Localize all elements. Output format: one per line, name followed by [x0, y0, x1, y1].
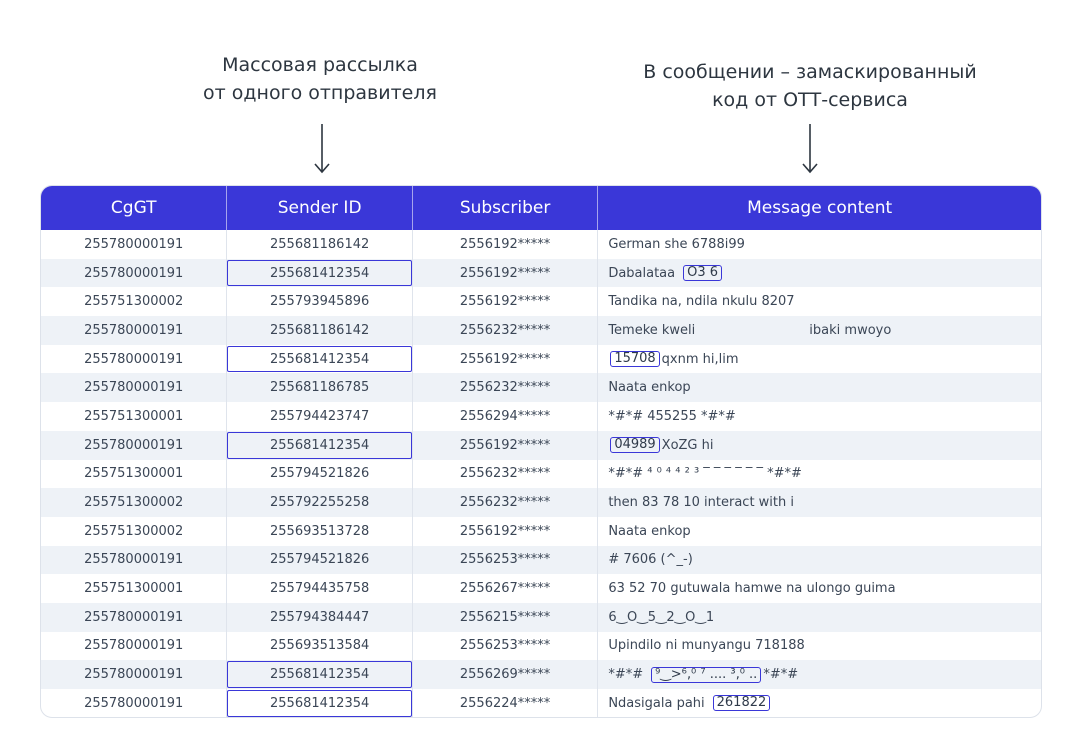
annotation-left-line1: Массовая рассылка [222, 54, 418, 76]
cggt-cell-text: 255780000191 [84, 380, 184, 396]
message-cell [598, 632, 1041, 661]
message-cell [598, 259, 1041, 288]
message-cell [598, 287, 1041, 316]
header-sender-id: Sender ID [227, 186, 412, 230]
cggt-cell-text: 255780000191 [84, 265, 184, 281]
sender-id-cell-text: 255792255258 [270, 495, 370, 511]
cggt-cell-text: 255780000191 [84, 667, 184, 683]
annotation-masked-code [590, 58, 1030, 114]
sender-id-cell [227, 689, 412, 718]
subscriber-cell-text: 2556253***** [459, 552, 551, 568]
annotation-left-line2: от одного отправителя [203, 82, 437, 104]
sender-id-cell [227, 230, 412, 259]
cggt-cell [41, 373, 227, 402]
sender-id-cell-text: 255681412354 [270, 437, 370, 453]
sender-id-cell-text: 255681412354 [270, 351, 370, 367]
sender-id-cell-text: 255681186785 [270, 380, 370, 396]
sender-id-cell [227, 517, 412, 546]
message-text: 6‿O‿5‿2‿O‿1 [608, 609, 715, 625]
table-row [41, 517, 1041, 546]
message-cell [598, 574, 1041, 603]
subscriber-cell-text: 2556232***** [459, 466, 551, 482]
subscriber-cell [413, 632, 598, 661]
annotation-right-line2: код от ОТТ-сервиса [712, 89, 908, 111]
cggt-cell [41, 402, 227, 431]
sender-id-cell-text: 255794384447 [270, 609, 370, 625]
sender-id-cell-text: 255794521826 [270, 466, 370, 482]
sender-id-cell-text: 255793945896 [270, 294, 370, 310]
subscriber-cell [413, 603, 598, 632]
subscriber-cell-text: 2556232***** [459, 380, 551, 396]
message-text: Upindilo ni munyangu 718188 [608, 638, 805, 654]
subscriber-cell [413, 546, 598, 575]
subscriber-cell [413, 689, 598, 718]
message-text-suffix: ibaki mwoyo [809, 322, 892, 338]
message-text: Naata enkop [608, 380, 691, 396]
cggt-cell [41, 632, 227, 661]
subscriber-cell-text: 2556294***** [459, 408, 551, 424]
sender-id-cell [227, 660, 412, 689]
sender-id-cell [227, 546, 412, 575]
sender-id-cell-text: 255681412354 [270, 667, 370, 683]
subscriber-cell [413, 460, 598, 489]
table-row [41, 316, 1041, 345]
sender-id-cell [227, 431, 412, 460]
sender-id-cell-text: 255693513728 [270, 523, 370, 539]
sender-id-cell-text: 255794435758 [270, 581, 370, 597]
message-text: Temeke kweli [608, 322, 696, 338]
cggt-cell-text: 255780000191 [84, 609, 184, 625]
cggt-cell [41, 546, 227, 575]
sender-id-cell [227, 287, 412, 316]
message-cell [598, 345, 1041, 374]
cggt-cell [41, 287, 227, 316]
message-text: then 83 78 10 interact with i [608, 495, 795, 511]
subscriber-cell [413, 517, 598, 546]
message-text-suffix: *#*# [763, 667, 799, 683]
cggt-cell [41, 259, 227, 288]
cggt-cell [41, 689, 227, 718]
sender-id-cell [227, 316, 412, 345]
subscriber-cell-text: 2556253***** [459, 638, 551, 654]
message-cell [598, 460, 1041, 489]
cggt-cell-text: 255780000191 [84, 552, 184, 568]
message-cell [598, 402, 1041, 431]
masked-code: 15708 [610, 351, 659, 367]
message-text-suffix: XoZG hi [661, 437, 714, 453]
subscriber-cell-text: 2556192***** [459, 265, 551, 281]
header-message-content: Message content [747, 198, 893, 218]
table-row [41, 230, 1041, 259]
subscriber-cell-text: 2556224***** [459, 695, 551, 711]
cggt-cell [41, 488, 227, 517]
message-text: Dabalataa [608, 265, 676, 281]
message-text: Naata enkop [608, 523, 691, 539]
cggt-cell [41, 230, 227, 259]
sender-id-cell-text: 255681412354 [270, 265, 370, 281]
message-text: *#*# ⁴ ⁰ ⁴ ⁴ ² ³ ‾ ‾ ‾ ‾ ‾ ‾ *#*# [608, 466, 802, 482]
subscriber-cell [413, 287, 598, 316]
message-text: # 7606 (^_-) [608, 552, 693, 568]
sms-traffic-table [40, 185, 1042, 718]
cggt-cell [41, 316, 227, 345]
masked-code: 261822 [713, 695, 771, 711]
masked-code: O3 6 [683, 265, 722, 281]
table-row [41, 259, 1041, 288]
table-row [41, 546, 1041, 575]
annotation-right-line1: В сообщении – замаскированный [643, 61, 977, 83]
subscriber-cell-text: 2556215***** [459, 609, 551, 625]
header-cggt: CgGT [41, 186, 227, 230]
table-row [41, 345, 1041, 374]
table-row [41, 287, 1041, 316]
message-text: Tandika na, ndila nkulu 8207 [608, 294, 795, 310]
subscriber-cell [413, 402, 598, 431]
message-cell [598, 230, 1041, 259]
table-row [41, 373, 1041, 402]
sender-id-cell [227, 259, 412, 288]
sender-id-cell [227, 373, 412, 402]
cggt-cell-text: 255751300001 [84, 408, 184, 424]
subscriber-cell [413, 431, 598, 460]
subscriber-cell [413, 259, 598, 288]
cggt-cell-text: 255780000191 [84, 322, 184, 338]
subscriber-cell-text: 2556192***** [459, 351, 551, 367]
cggt-cell-text: 255780000191 [84, 236, 184, 252]
sender-id-cell-text: 255794521826 [270, 552, 370, 568]
cggt-cell [41, 660, 227, 689]
subscriber-cell [413, 345, 598, 374]
table-row [41, 574, 1041, 603]
subscriber-cell-text: 2556192***** [459, 437, 551, 453]
message-text: German she 6788i99 [608, 236, 745, 252]
message-cell [598, 431, 1041, 460]
cggt-cell [41, 460, 227, 489]
subscriber-cell-text: 2556192***** [459, 236, 551, 252]
cggt-cell [41, 517, 227, 546]
sender-id-cell-text: 255681186142 [270, 236, 370, 252]
table-header [41, 186, 1041, 230]
masked-code: ⁹‿>⁶‚⁰ ⁷ .... ³‚⁰ .. [651, 667, 761, 683]
subscriber-cell [413, 660, 598, 689]
cggt-cell-text: 255780000191 [84, 437, 184, 453]
table-row [41, 488, 1041, 517]
subscriber-cell-text: 2556192***** [459, 294, 551, 310]
cggt-cell [41, 603, 227, 632]
arrow-down-icon [800, 124, 820, 176]
masked-code: 04989 [610, 437, 659, 453]
cggt-cell-text: 255751300002 [84, 495, 184, 511]
message-cell [598, 316, 1041, 345]
cggt-cell-text: 255780000191 [84, 695, 184, 711]
sender-id-cell [227, 345, 412, 374]
message-text: *#*# [608, 667, 644, 683]
sender-id-cell [227, 460, 412, 489]
cggt-cell-text: 255751300002 [84, 294, 184, 310]
sender-id-cell [227, 574, 412, 603]
cggt-cell-text: 255751300001 [84, 581, 184, 597]
cggt-cell [41, 431, 227, 460]
message-cell [598, 517, 1041, 546]
message-text: *#*# 455255 *#*# [608, 408, 736, 424]
subscriber-cell [413, 316, 598, 345]
message-text: 63 52 70 gutuwala hamwe na ulongo guima [608, 581, 896, 597]
subscriber-cell [413, 574, 598, 603]
cggt-cell-text: 255751300001 [84, 466, 184, 482]
sender-id-cell [227, 632, 412, 661]
cggt-cell-text: 255751300002 [84, 523, 184, 539]
sender-id-cell-text: 255681186142 [270, 322, 370, 338]
subscriber-cell [413, 373, 598, 402]
message-text-suffix: qxnm hi,lim [661, 351, 739, 367]
sender-id-cell [227, 603, 412, 632]
table-row [41, 460, 1041, 489]
table-row [41, 632, 1041, 661]
sender-id-cell [227, 402, 412, 431]
table-body [41, 230, 1041, 718]
subscriber-cell [413, 230, 598, 259]
table-row [41, 660, 1041, 689]
message-cell [598, 546, 1041, 575]
subscriber-cell-text: 2556232***** [459, 495, 551, 511]
message-cell [598, 603, 1041, 632]
cggt-cell-text: 255780000191 [84, 638, 184, 654]
cggt-cell [41, 574, 227, 603]
header-subscriber: Subscriber [413, 186, 598, 230]
sender-id-cell-text: 255693513584 [270, 638, 370, 654]
annotation-mass-mailing [170, 51, 470, 107]
cggt-cell [41, 345, 227, 374]
message-cell [598, 373, 1041, 402]
table-row [41, 402, 1041, 431]
message-cell [598, 660, 1041, 689]
arrow-down-icon [312, 124, 332, 176]
subscriber-cell-text: 2556232***** [459, 322, 551, 338]
subscriber-cell-text: 2556267***** [459, 581, 551, 597]
subscriber-cell-text: 2556192***** [459, 523, 551, 539]
subscriber-cell-text: 2556269***** [459, 667, 551, 683]
table-row [41, 689, 1041, 718]
subscriber-cell [413, 488, 598, 517]
message-text: Ndasigala pahi [608, 695, 705, 711]
message-cell [598, 488, 1041, 517]
sender-id-cell [227, 488, 412, 517]
message-cell [598, 689, 1041, 718]
sender-id-cell-text: 255681412354 [270, 695, 370, 711]
table-row [41, 431, 1041, 460]
sender-id-cell-text: 255794423747 [270, 408, 370, 424]
cggt-cell-text: 255780000191 [84, 351, 184, 367]
table-row [41, 603, 1041, 632]
